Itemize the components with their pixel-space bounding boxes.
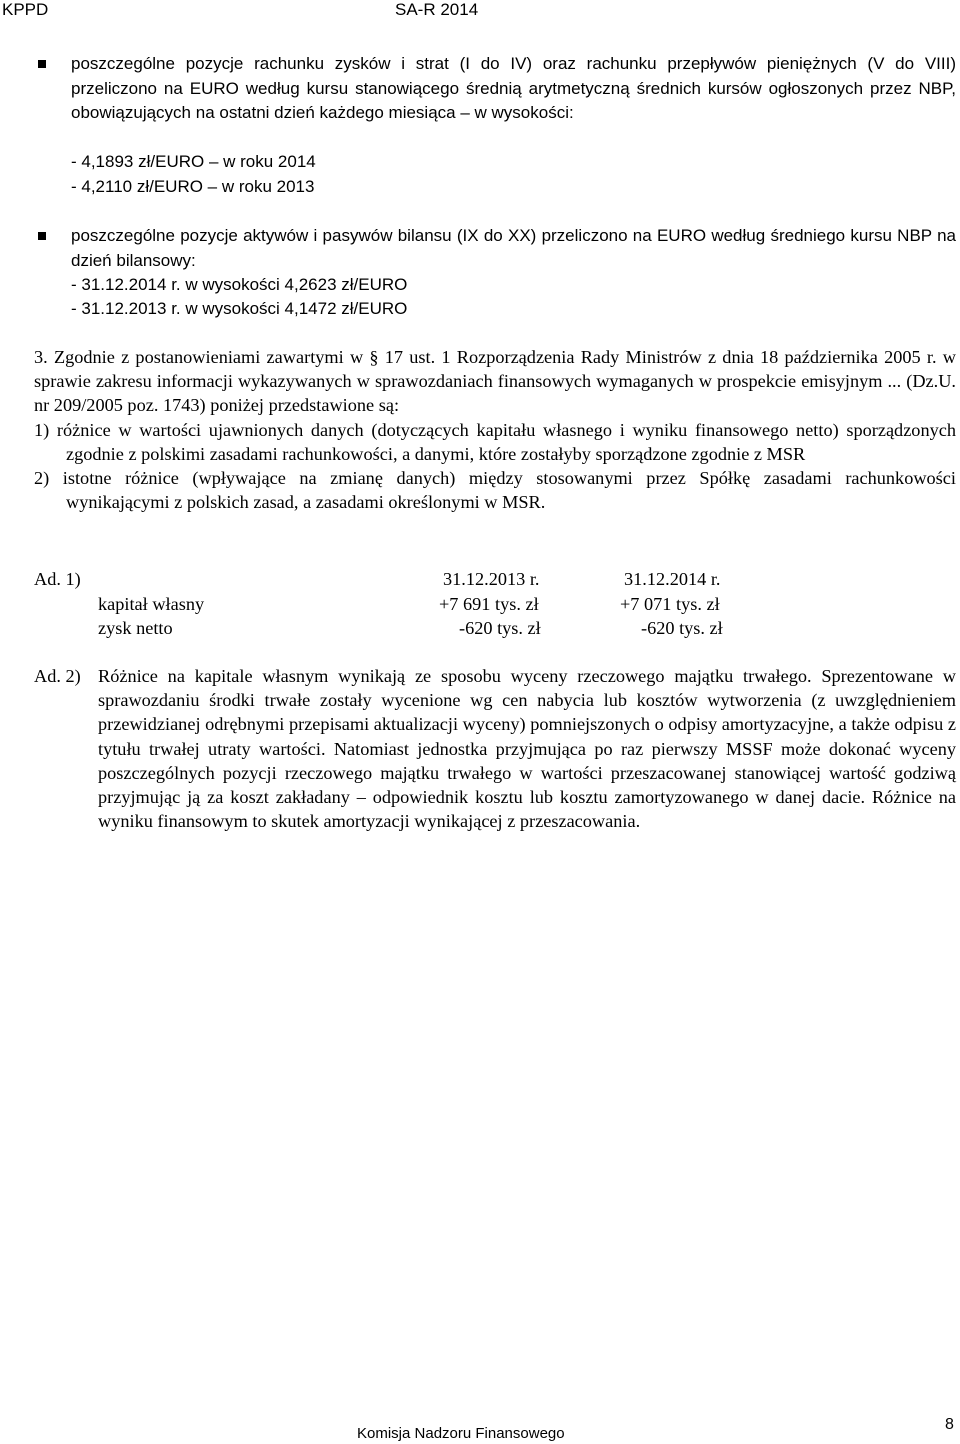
ad1-label: Ad. 1) — [34, 569, 81, 589]
square-bullet-icon — [38, 60, 46, 68]
section-3-item-1: 1) różnice w wartości ujawnionych danych (dotyczących kapitału własnego i wyniku finansowego netto) sporządzonych zgodnie z polskimi zasadami rachunkowości, a danymi, które zostałyby sporządzone zgodnie z MSR — [34, 419, 956, 464]
bullet-item-income-rates — [38, 52, 956, 126]
rate-line: - 31.12.2014 r. w wysokości 4,2623 zł/EURO — [71, 275, 408, 294]
square-bullet-icon — [38, 232, 46, 240]
footer-organization: Komisja Nadzoru Finansowego — [357, 1425, 565, 1442]
ad2-section — [34, 664, 956, 833]
rate-line: - 31.12.2013 r. w wysokości 4,1472 zł/EURO — [71, 299, 408, 318]
bullet-text: poszczególne pozycje rachunku zysków i strat (I do IV) oraz rachunku przepływów pieniężnych (V do VIII) przeliczono na EURO według kursu stanowiącego średnią arytmetyczną średnich kursów ogłoszonych przez NBP, obowiązujących na ostatni dzień każdego miesiąca – w wysokości: — [71, 54, 956, 122]
rate-line: - 4,1893 zł/EURO – w roku 2014 — [71, 152, 316, 171]
bullet-text: poszczególne pozycje aktywów i pasywów bilansu (IX do XX) przeliczono na EURO według średniego kursu NBP na dzień bilansowy: — [71, 226, 956, 270]
section-3-intro: 3. Zgodnie z postanowieniami zawartymi w § 17 ust. 1 Rozporządzenia Rady Ministrów z dnia 18 października 2005 r. w sprawie zakresu informacji wykazywanych w sprawozdaniach finansowych wymaganych w prospekcie emisyjnym ... (Dz.U. nr 209/2005 poz. 1743) poniżej przedstawione są: — [34, 347, 956, 416]
column-header-2013: 31.12.2013 r. — [443, 569, 540, 589]
bullet-item-balance-rates — [38, 224, 956, 273]
row-label: zysk netto — [98, 618, 173, 638]
rate-line: - 4,2110 zł/EURO – w roku 2013 — [71, 177, 315, 196]
value-2014: +7 071 tys. zł — [620, 594, 720, 614]
section-3 — [34, 345, 956, 514]
page-number: 8 — [945, 1416, 954, 1433]
value-2013: -620 tys. zł — [459, 618, 541, 638]
row-label: kapitał własny — [98, 594, 205, 614]
column-header-2014: 31.12.2014 r. — [624, 569, 721, 589]
value-2014: -620 tys. zł — [641, 618, 723, 638]
value-2013: +7 691 tys. zł — [439, 594, 539, 614]
header-center: SA-R 2014 — [395, 0, 479, 19]
header-left: KPPD — [2, 0, 49, 19]
ad2-text: Różnice na kapitale własnym wynikają ze sposobu wyceny rzeczowego majątku trwałego. Sprezentowane w sprawozdaniu środki trwałe zostały wycenione wg cen nabycia lub kosztów wytworzenia (z uwzględnieniem przewidzianej odrębnymi przepisami aktualizacji wyceny) pomniejszonych o odpisy amortyzacyjne, a także odpisu z tytułu trwałej utraty wartości. Natomiast jednostka przyjmująca po raz pierwszy MSSF może dokonać wyceny poszczególnych pozycji rzeczowego majątku trwałego w wartości przeszacowanej stanowiącej wartość godziwą przyjmując ją za koszt zakładany – odpowiednik kosztu lub kosztu zamortyzowanego w danej dacie. Różnice na wyniku finansowym to skutek amortyzacji wynikającej z przeszacowania. — [98, 666, 956, 832]
section-3-item-2: 2) istotne różnice (wpływające na zmianę danych) między stosowanymi przez Spółkę zasadami rachunkowości wynikającymi z polskich zasad, a zasadami określonymi w MSR. — [34, 468, 956, 513]
ad2-label: Ad. 2) — [34, 666, 81, 686]
